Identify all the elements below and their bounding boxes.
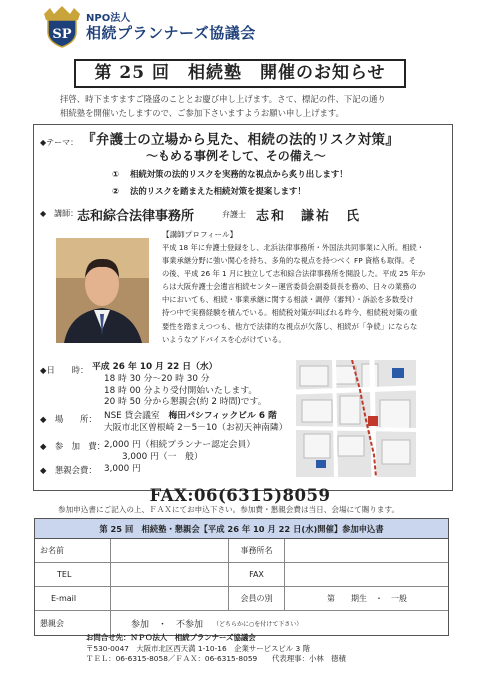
fax-field[interactable] [285,563,448,586]
party-attendance-field[interactable] [111,611,448,635]
office-name-label: 事務所名 [229,539,285,562]
profile-line: の後、平成 26 年 1 月に独立して志和綜合法律事務所を開設した。平成 25 年か [162,269,426,279]
fee-value: 3,000 円（一 般） [122,452,203,462]
contact-phone: ＴＥＬ：06-6315-8058／ＦＡＸ：06-6315-8059 代表理事：小林 徳積 [86,654,346,663]
schedule-label: ◆日 時： [40,365,89,375]
venue-map [296,360,416,477]
tel-field[interactable] [111,563,229,586]
venue-label: ◆ 場 所： [40,414,97,424]
event-times [104,374,267,409]
point-number: ② [112,186,120,196]
lecturer-label: ◆ 講師： [40,209,79,218]
theme-title: 『弁護士の立場から見た、相続の法的リスク対策』 [82,132,400,148]
membership-label: 会員の別 [229,587,285,610]
form-row [35,587,448,611]
time-line: 20 時 50 分から懇親会(約 2 時間)です。 [104,397,267,407]
party-label: 懇親会 [35,611,111,635]
time-line: 18 時 30 分～20 時 30 分 [104,374,210,384]
tel-label: TEL [35,563,111,586]
party-note: （どちらかに○を付けて下さい） [213,620,303,628]
venue-name [104,411,277,423]
time-line: 18 時 00 分より受付開始いたします。 [104,385,258,396]
fee-value: 2,000 円（相続プランナー認定会員） [104,440,256,450]
lecturer-title-label: 弁護士 [222,210,246,219]
page-title: 第 25 回 相続塾 開催のお知らせ [94,63,386,83]
fee-label: ◆ 参 加 費： [40,441,106,451]
theme-point [112,168,348,180]
org-logo [40,4,84,48]
point-number: ① [112,169,120,179]
lecturer-name: 志和 謙祐 氏 [256,209,362,224]
profile-line: 事業承継分野に強い関心を持ち、多角的な視点を持つべく FP 資格も取得。そ [162,256,417,266]
form-row [35,563,448,587]
point-text: 相続対策の法的リスクを実務的な視点から炙り出します！ [130,169,348,179]
contact-address: 〒530-0047 大阪市北区西天満 1-10-16 企業サービスビル 3 階 [86,643,310,653]
greeting-line: 拝啓、時下ますますご隆盛のこととお慶び申し上げます。さて、標記の件、下記の通り [60,94,386,104]
theme-subtitle: ～もめる事例そして、その備え～ [146,149,326,163]
form-header: 第 25 回 相続塾・懇親会【平成 26 年 10 月 22 日(水)開催】参加申込書 [35,519,448,539]
profile-line: らは大阪弁護士会遺言相続センター運営委員会副委員長を務め、日々の業務の [162,282,417,292]
profile-text [162,241,438,346]
lecturer-photo [56,238,149,343]
contact-footer [86,633,346,665]
lecturer-firm: 志和綜合法律事務所 [77,209,195,224]
fax-label: FAX [229,563,285,586]
event-date: 平成 26 年 10 月 22 日（水） [92,362,218,372]
fee-value: 3,000 円 [104,464,141,474]
org-type-label: NPO法人 [86,13,131,24]
profile-line: 中においても、相続・事業承継に関する相談・調停（審判）・訴訟を多数受け [162,295,414,305]
email-label: E-mail [35,587,111,610]
name-label: お名前 [35,539,111,562]
theme-point [112,185,306,197]
fee-label: ◆ 懇親会費： [40,465,97,475]
greeting-line: 相続塾を開催いたしますので、ご参加下さいますようお願い申し上げます。 [60,108,344,118]
profile-line: 要性を踏まえつつも、他方で法律的な視点が欠落し、相続が「争続」にならな [162,321,418,331]
profile-heading: 【講師プロフィール】 [162,230,238,239]
name-field[interactable] [111,539,229,562]
title-box [74,59,406,88]
point-text: 法的リスクを踏まえた相続対策を提案します！ [130,186,306,196]
fax-number: FAX:06(6315)8059 [149,486,331,505]
org-name: 相続プランナーズ協議会 [86,24,256,42]
profile-line: いようなアドバイスを心がけている。 [162,334,286,344]
email-field[interactable] [111,587,229,610]
party-options: 参加 ・ 不参加 [131,619,204,630]
office-name-field[interactable] [285,539,448,562]
form-row [35,611,448,635]
venue-building: 梅田パシフィックビル 6 階 [168,411,277,421]
logo-lettering: SP [52,27,72,42]
application-form [34,518,449,636]
contact-heading: お問合せ先：ＮＰＯ法人 相続プランナーズ協議会 [86,633,256,642]
profile-line: 平成 18 年に弁護士登録をし、北浜法律事務所・外国法共同事業に入所。相続・ [162,243,425,252]
form-row [35,539,448,563]
venue-prefix: NSE 貸会議室 [104,411,169,421]
theme-label: ◆テーマ： [40,138,79,147]
venue-address: 大阪市北区曽根崎 2－5－10（お初天神南隣） [104,423,288,433]
fax-note: 参加申込書にご記入の上、ＦＡＸにてお申込下さい。参加費・懇親会費は当日、会場にて賜ります。 [58,505,400,514]
profile-line: 持つ中で実務経験を積んでいる。相続税対策が叫ばれる昨今、相続税対策の重 [162,308,418,318]
membership-field[interactable]: 第 期生 ・ 一般 [327,594,407,603]
greeting-text [60,92,430,120]
